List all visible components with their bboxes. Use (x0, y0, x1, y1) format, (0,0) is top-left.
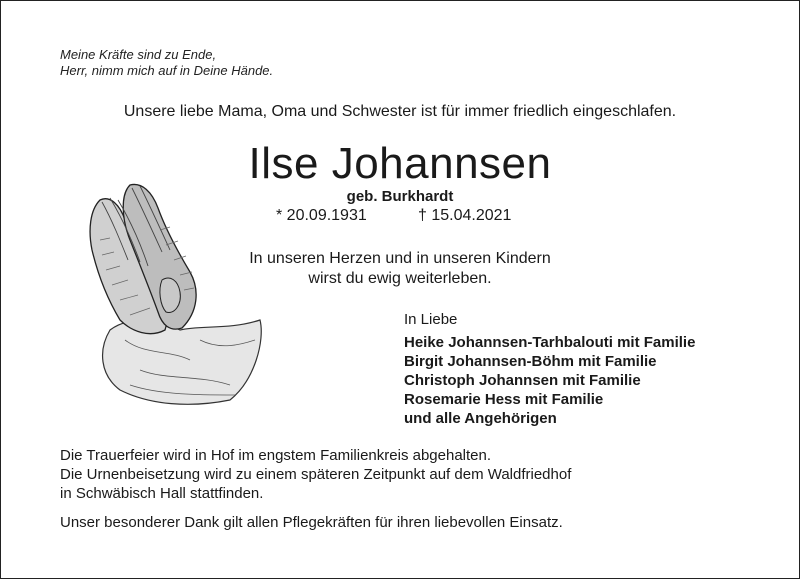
birth-date: * 20.09.1931 (276, 207, 367, 224)
ceremony-note-line: Die Trauerfeier wird in Hof im engstem Familienkreis abgehalten. (60, 447, 492, 464)
ceremony-notes (60, 446, 571, 503)
mourners-list (404, 310, 695, 428)
ceremony-note-line: Die Urnenbeisetzung wird zu einem späteren Zeitpunkt auf dem Waldfriedhof (60, 466, 572, 483)
mourners-lead: In Liebe (404, 311, 458, 328)
intro-text: Unsere liebe Mama, Oma und Schwester ist für immer friedlich eingeschlafen. (123, 103, 677, 120)
motto-line-2: wirst du ewig weiterleben. (308, 270, 492, 287)
deceased-name: Ilse Johannsen (248, 139, 552, 188)
death-date: † 15.04.2021 (418, 207, 512, 224)
mourner-name: Rosemarie Hess mit Familie (404, 391, 604, 408)
praying-hands-icon (70, 180, 270, 410)
mourner-name: und alle Angehörigen (404, 410, 557, 427)
mourner-name: Heike Johannsen-Tarhbalouti mit Familie (404, 334, 696, 351)
ceremony-note-line: in Schwäbisch Hall stattfinden. (60, 485, 264, 502)
maiden-name: geb. Burkhardt (346, 188, 454, 205)
motto-line-1: In unseren Herzen und in unseren Kindern (249, 250, 551, 267)
thanks-text: Unser besonderer Dank gilt allen Pflegekräften für ihren liebevollen Einsatz. (60, 514, 563, 531)
mourner-name: Birgit Johannsen-Böhm mit Familie (404, 353, 657, 370)
verse-line-2: Herr, nimm mich auf in Deine Hände. (60, 63, 274, 78)
verse (60, 47, 273, 79)
verse-line-1: Meine Kräfte sind zu Ende, (60, 47, 217, 62)
mourner-name: Christoph Johannsen mit Familie (404, 372, 641, 389)
